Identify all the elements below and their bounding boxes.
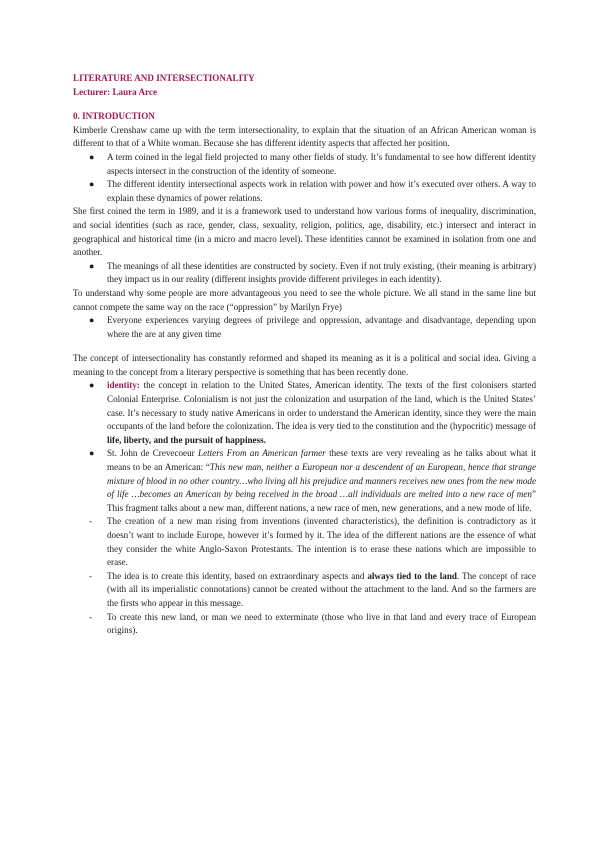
- framework-paragraph: She first coined the term in 1989, and it is a framework used to understand how various forms of inequality, discrimination, and social identities (such as race, gender, class, sexuality, religion, politics, age, disability, etc.) intersect and interact in geographical and historical time (in a micro and macro level). These identities cannot be examined in isolation from one and another.: [73, 206, 536, 258]
- bullet-icon: ●: [89, 315, 95, 326]
- list-item: - The idea is to create this identity, based on extraordinary aspects and always tied to the land. The concept of race (with all its imperialistic connotations) cannot be created without the attachment to the land. And so the farmers are the firsts who appear in this message.: [89, 570, 536, 608]
- bullet-icon: ●: [89, 151, 95, 162]
- document-title: LITERATURE AND INTERSECTIONALITY: [73, 73, 255, 83]
- quote-text: This new man, neither a European nor a descendent of an European, hence that strange mixture of blood in no other country…who living all his prejudice and manners receives new ones from the new mode of life …becomes an American by being received in the broad …all individuals are melted into a new race of men: [107, 462, 536, 500]
- bullet-icon: ●: [89, 260, 95, 271]
- work-title: Letters From an American farmer: [198, 448, 326, 459]
- concept-paragraph: The concept of intersectionality has constantly reformed and shaped its meaning as it is a political and social idea. Giving a meaning to the concept from a literary perspective is something that has been recently done.: [73, 353, 536, 377]
- bullet-list: [73, 260, 536, 287]
- list-item: ● St. John de Crevecoeur Letters From an American farmer these texts are very revealing as he talks about what it means to be an American: “This new man, neither a European nor a descendent of an European, hence that strange mixture of blood in no other country…who living all his prejudice and manners receives new ones from the new mode of life …becomes an American by being received in the broad …all individuals are melted into a new race of men” This fragment talks about a new man, different nations, a new race of men, new generations, and a new mode of life.: [89, 448, 537, 513]
- intro-paragraph: Kimberle Crenshaw came up with the term intersectionality, to explain that the situation of an African American woman is different to that of a White woman. Because she has different identity aspects that affected her position.: [73, 124, 536, 149]
- dash-icon: -: [89, 516, 93, 527]
- list-item: ● The meanings of all these identities are constructed by society. Even if not truly existing, (their meaning is arbitrary) they impact us in our reality (different insights provide different privileges in each identity).: [89, 260, 536, 285]
- list-item: ● identity: the concept in relation to the United States, American identity. The texts of the first colonisers started Colonial Enterprise. Colonialism is not just the colonization and usurpation of the land, which is the United States’ case. It’s necessary to study native Americans in order to understand the American identity, since they were the main occupants of the land before the colonization. The idea is very tied to the constitution and the (hypocritic) message of life, liberty, and the pursuit of happiness.: [89, 380, 536, 445]
- bullet-list: [73, 379, 536, 515]
- lecturer-line: Lecturer: Laura Arce: [73, 86, 158, 97]
- whole-picture-paragraph: To understand why some people are more advantageous you need to see the whole picture. We all stand in the same line but cannot compete the same way on the race (“oppression” by Marilyn Frye): [73, 287, 536, 312]
- paragraph-spacer: [73, 341, 536, 352]
- identity-keyword: identity:: [107, 380, 140, 391]
- bold-phrase: always tied to the land: [367, 570, 457, 581]
- dash-list: [73, 515, 536, 637]
- dash-icon: -: [89, 611, 93, 622]
- list-item: ● A term coined in the legal field projected to many other fields of study. It’s fundamental to see how different identity aspects intersect in the construction of the identity of someone.: [89, 151, 536, 176]
- bullet-icon: ●: [89, 179, 95, 190]
- bullet-icon: ●: [89, 380, 95, 391]
- list-item: - The creation of a new man rising from inventions (invented characteristics), the definition is contradictory as it doesn’t want to include Europe, however it’s formed by it. The idea of the different nations are the essence of what they consider the white Anglo-Saxon Protestants. The intention is to erase these nations which are impossible to erase.: [89, 516, 536, 568]
- section-heading: 0. INTRODUCTION: [73, 111, 155, 122]
- bullet-list: [73, 151, 536, 205]
- dash-icon: -: [89, 570, 93, 581]
- bullet-list: [73, 314, 536, 341]
- bullet-icon: ●: [89, 448, 95, 459]
- bold-phrase: life, liberty, and the pursuit of happiness.: [107, 434, 266, 445]
- list-item: - To create this new land, or man we need to exterminate (those who live in that land and every trace of European origins).: [89, 611, 536, 636]
- list-item: ● Everyone experiences varying degrees of privilege and oppression, advantage and disadvantage, depending upon where the are at any given time: [89, 315, 536, 339]
- list-item: ● The different identity intersectional aspects work in relation with power and how it’s executed over others. A way to explain these dynamics of power relations.: [89, 179, 536, 203]
